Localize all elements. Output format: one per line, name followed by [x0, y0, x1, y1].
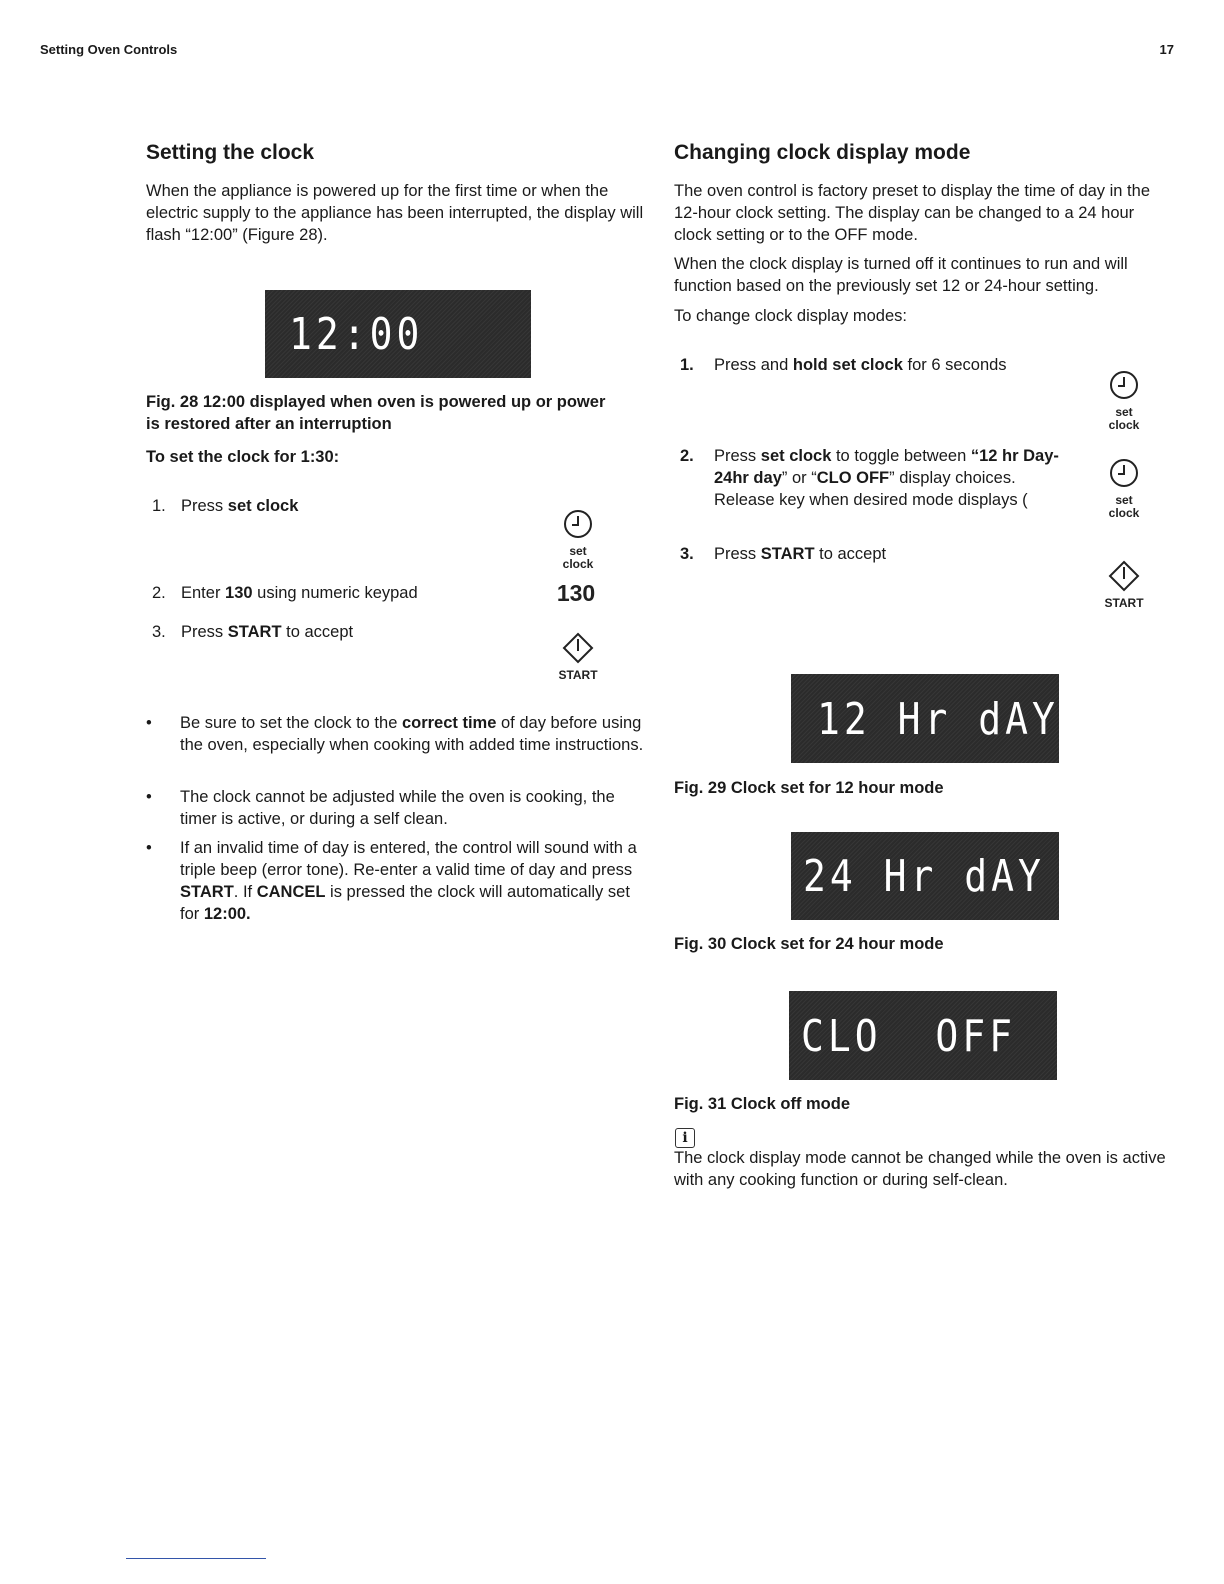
- section-header: Setting Oven Controls: [40, 42, 178, 57]
- display-text-29: 12 Hr dAY: [817, 693, 1059, 744]
- display-figure-30: [791, 832, 1059, 920]
- start-key: START: [552, 632, 604, 682]
- bullet-item: • The clock cannot be adjusted while the oven is cooking, the timer is active, or during a self clean.: [146, 788, 615, 828]
- step-number: 2.: [152, 584, 166, 602]
- page-number: 17: [1159, 42, 1174, 57]
- clock-icon: [1108, 457, 1140, 489]
- bullet-item: • Be sure to set the clock to the correct time of day before using the oven, especially when cooking with added time instructions.: [146, 714, 644, 754]
- display-figure-31: [789, 991, 1057, 1080]
- left-intro: When the appliance is powered up for the first time or when the electric supply to the appliance has been interrupted, the display will flash “12:00” (Figure 28).: [146, 182, 644, 244]
- start-icon: [562, 632, 594, 664]
- right-para-1: The oven control is factory preset to display the time of day in the 12-hour clock setting. The display can be changed to a 24 hour clock setting or to the OFF mode.: [674, 182, 1150, 244]
- left-section-title: Setting the clock: [146, 141, 315, 164]
- step-number: 1.: [680, 356, 694, 374]
- step-number: 2.: [680, 447, 694, 465]
- clock-icon: [562, 508, 594, 540]
- start-key: START: [1098, 560, 1150, 610]
- display-text-28: 12:00: [289, 308, 424, 360]
- fig28-caption: Fig. 28 12:00 displayed when oven is powered up or power is restored after an interruption: [146, 393, 606, 433]
- start-icon: [1108, 560, 1140, 592]
- fig31-caption: Fig. 31 Clock off mode: [674, 1095, 851, 1113]
- keypad-value: 130: [556, 580, 596, 606]
- info-note: The clock display mode cannot be changed while the oven is active with any cooking function or during self-clean.: [674, 1149, 1166, 1189]
- set-clock-key: set clock: [1098, 369, 1150, 432]
- clock-icon: [1108, 369, 1140, 401]
- step-number: 3.: [680, 545, 694, 563]
- set-clock-key: set clock: [1098, 457, 1150, 520]
- set-clock-key: set clock: [552, 508, 604, 571]
- display-text-31: CLO OFF: [801, 1010, 1017, 1061]
- footer-rule: [126, 1558, 266, 1559]
- right-para-2: When the clock display is turned off it continues to run and will function based on the previously set 12 or 24-hour setting.: [674, 255, 1128, 295]
- bullet-item: • If an invalid time of day is entered, the control will sound with a triple beep (error tone). Re-enter a valid time of day and press START. If CANCEL is pressed the clock will automatically set for 12:00.: [146, 839, 637, 923]
- info-icon: i: [675, 1128, 695, 1148]
- display-figure-28: [265, 290, 531, 378]
- step-number: 1.: [152, 497, 166, 515]
- display-figure-29: [791, 674, 1059, 763]
- set-clock-subhead: To set the clock for 1:30:: [146, 448, 340, 466]
- display-text-30: 24 Hr dAY: [803, 850, 1045, 902]
- fig29-caption: Fig. 29 Clock set for 12 hour mode: [674, 779, 944, 797]
- step-number: 3.: [152, 623, 166, 641]
- fig30-caption: Fig. 30 Clock set for 24 hour mode: [674, 935, 944, 953]
- right-para-3: To change clock display modes:: [674, 307, 907, 325]
- right-section-title: Changing clock display mode: [674, 141, 971, 164]
